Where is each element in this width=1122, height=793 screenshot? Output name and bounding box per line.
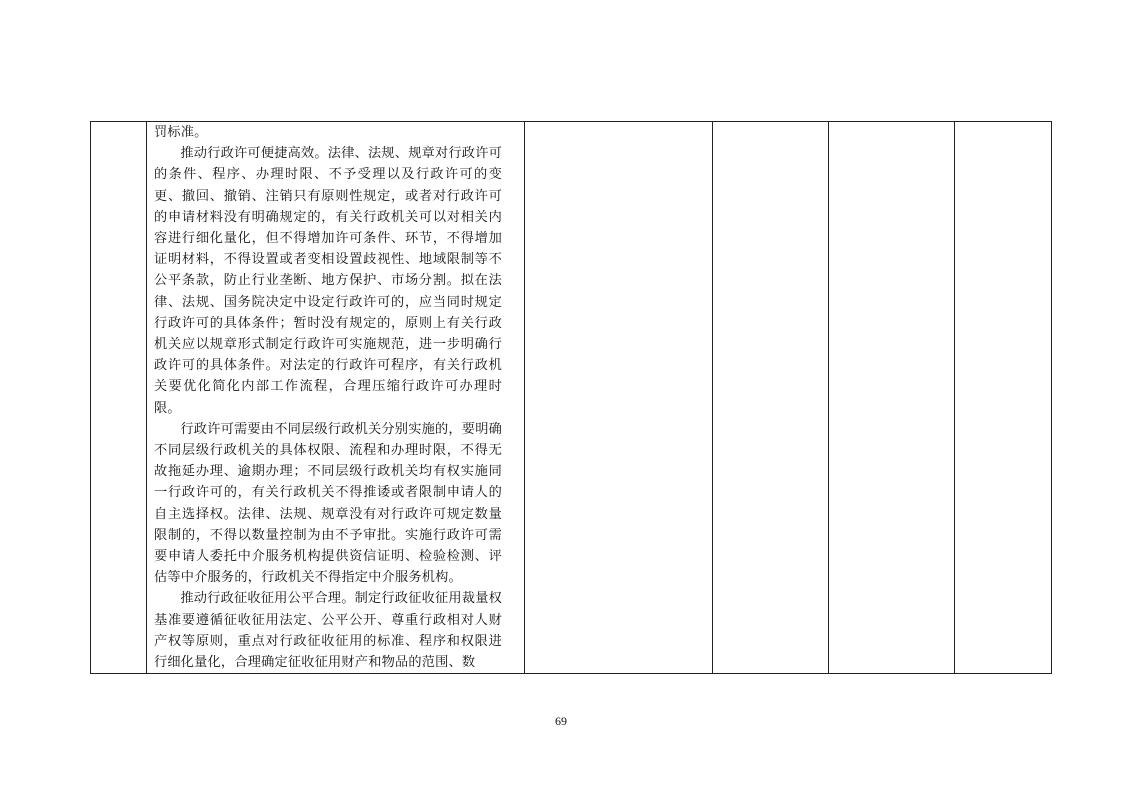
- paragraph-licensing-levels: 行政许可需要由不同层级行政机关分别实施的，要明确不同层级行政机关的具体权限、流程和办理时限，不得无故拖延办理、逾期办理；不同层级行政机关均有权实施同一行政许可的，有关行政机关不得推诿或者限制申请人的自主选择权。法律、法规、规章没有对行政许可规定数量限制的，不得以数量控制为由不予审批。实施行政许可需要申请人委托中介服务机构提供资信证明、检验检测、评估等中介服务的，行政机关不得指定中介服务机构。: [154, 421, 502, 586]
- page-number: 69: [555, 714, 567, 728]
- table-cell-empty: [713, 122, 829, 674]
- document-table: [90, 121, 1052, 674]
- table-cell-content: [147, 122, 525, 674]
- paragraph-expropriation: 推动行政征收征用公平合理。制定行政征收征用裁量权基准要遵循征收征用法定、公平公开、尊重行政相对人财产权等原则，重点对行政征收征用的标准、程序和权限进行细化量化，合理确定征收征用财产和物品的范围、数: [154, 591, 502, 671]
- table-cell-empty: [525, 122, 713, 674]
- table-cell-index: [91, 122, 147, 674]
- paragraph-administrative-licensing: 推动行政许可便捷高效。法律、法规、规章对行政许可的条件、程序、办理时限、不予受理以及行政许可的变更、撤回、撤销、注销只有原则性规定，或者对行政许可的申请材料没有明确规定的，有关行政机关可以对相关内容进行细化量化，但不得增加许可条件、环节，不得增加证明材料，不得设置或者变相设置歧视性、地域限制等不公平条款，防止行业垄断、地方保护、市场分割。拟在法律、法规、国务院决定中设定行政许可的，应当同时规定行政许可的具体条件；暂时没有规定的，原则上有关行政机关应以规章形式制定行政许可实施规范，进一步明确行政许可的具体条件。对法定的行政许可程序，有关行政机关要优化简化内部工作流程，合理压缩行政许可办理时限。: [154, 146, 502, 416]
- content-text-block: [154, 122, 502, 673]
- paragraph-continuation: 罚标准。: [154, 125, 208, 140]
- table-cell-empty: [829, 122, 955, 674]
- table-row: [91, 122, 1052, 674]
- table-cell-empty: [955, 122, 1052, 674]
